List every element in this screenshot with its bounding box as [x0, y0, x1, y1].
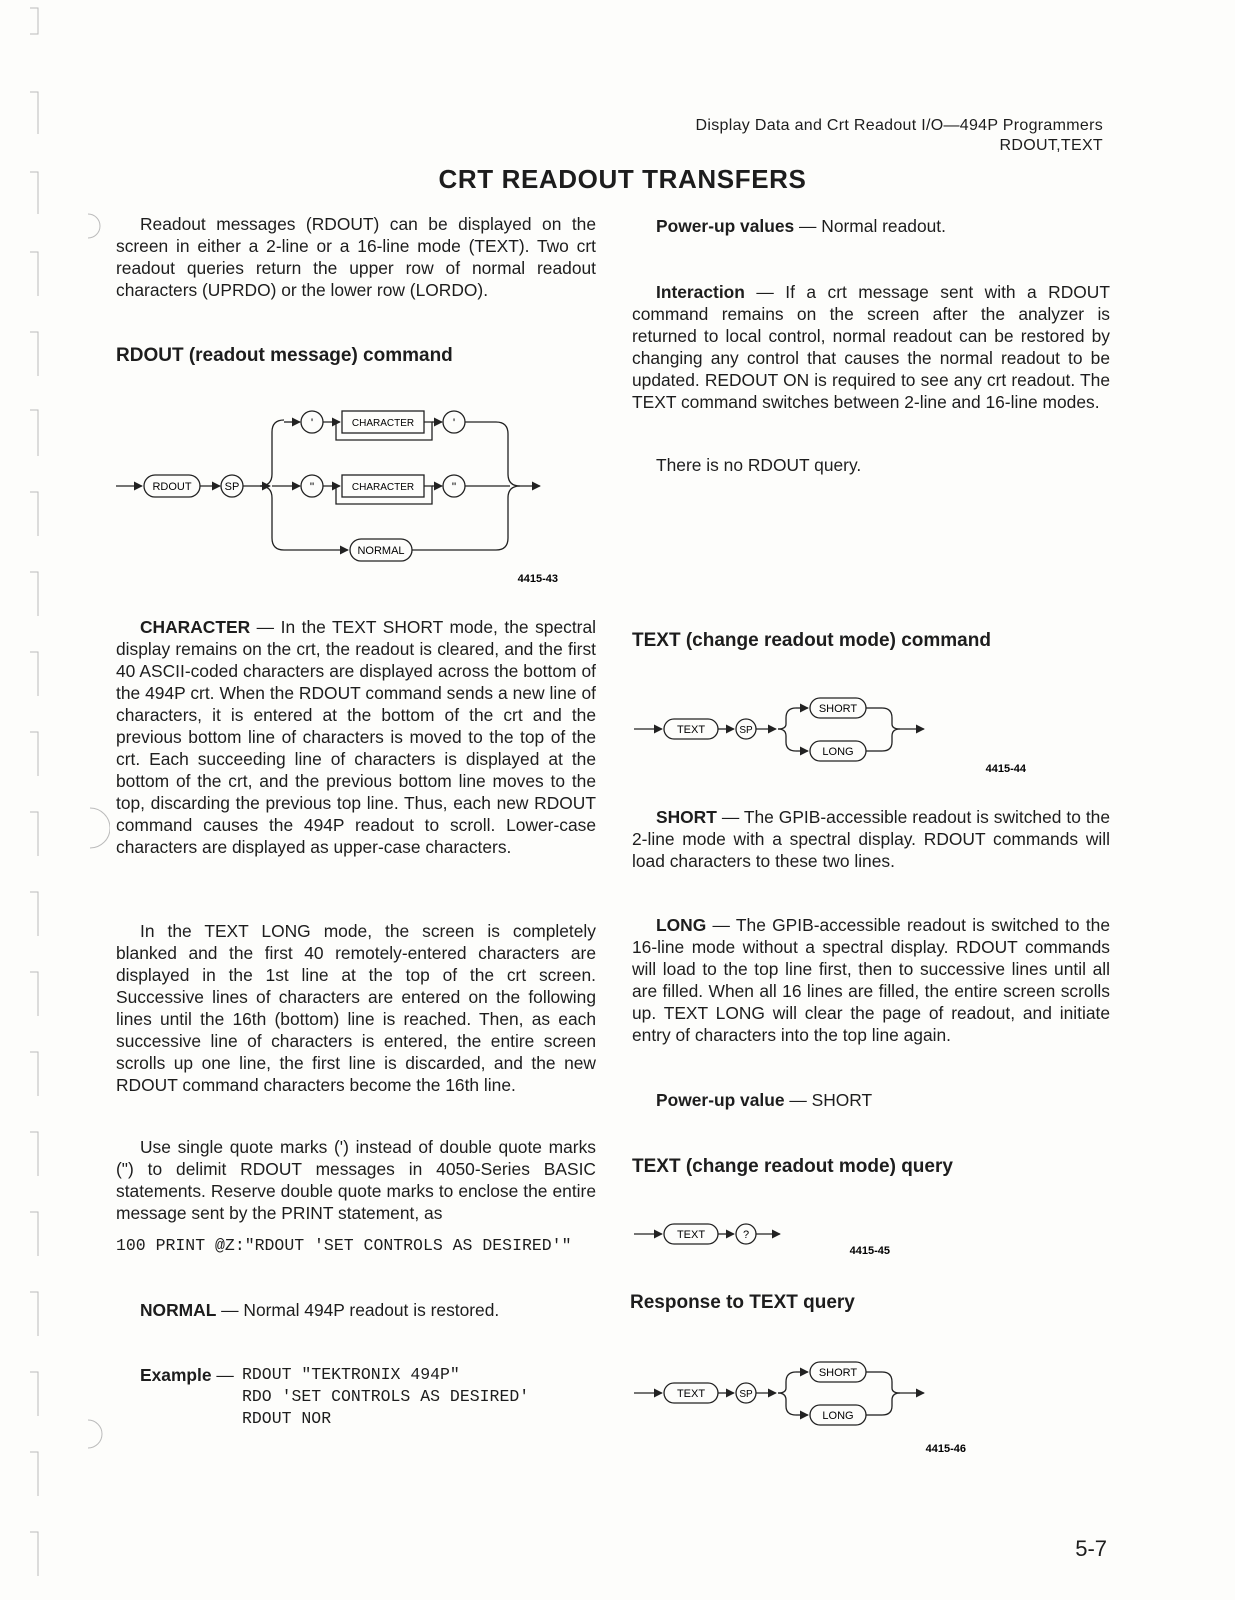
single-quote-open-label: ': [310, 416, 314, 430]
text-command-syntax-diagram: [630, 688, 1050, 780]
power-up-values-term: Power-up values: [656, 216, 795, 236]
page-title: CRT READOUT TRANSFERS: [438, 164, 807, 194]
figure-number-4415-45: 4415-45: [849, 1245, 890, 1257]
sp-node-label: SP: [739, 725, 753, 736]
text-node-label: TEXT: [676, 1229, 706, 1241]
short-node-label: SHORT: [818, 1367, 858, 1379]
power-up-value-term: Power-up value: [656, 1090, 785, 1110]
binder-margin-marks: [0, 0, 110, 1600]
text-query-heading: TEXT (change readout mode) query: [632, 1156, 953, 1177]
character-term: CHARACTER: [140, 617, 251, 637]
double-quote-close-label: ": [451, 480, 457, 494]
text-node-label: TEXT: [676, 1388, 706, 1400]
text-response-syntax-diagram: [630, 1352, 1050, 1456]
sp-node-label: SP: [224, 481, 240, 493]
rdout-syntax-diagram: [110, 398, 590, 598]
page-number: 5-7: [1075, 1536, 1107, 1561]
character-label-top: CHARACTER: [351, 418, 415, 429]
short-node-label: SHORT: [818, 703, 858, 715]
figure-number-4415-43: 4415-43: [517, 573, 558, 585]
long-paragraph: LONG — The GPIB-accessible readout is switched to the 16-line mode without a spectral display. RDOUT commands will load to the top line first, then to successive lines until all are filled. When all 16 lines are filled, the entire screen scrolls up. TEXT LONG will clear the page of readout, and initiate entry of characters into the top line again.: [632, 915, 1110, 1045]
normal-node-label: NORMAL: [357, 545, 405, 557]
example-line-1: RDOUT "TEKTRONIX 494P": [242, 1365, 460, 1384]
power-up-value-paragraph: Power-up value — SHORT: [656, 1090, 873, 1110]
rdout-command-heading: RDOUT (readout message) command: [116, 345, 453, 366]
interaction-paragraph: Interaction — If a crt message sent with a RDOUT command remains on the screen after the analyzer is returned to local control, normal readout can be restored by changing any control that causes the normal readout to be updated. REDOUT ON is required to see any crt readout. The TEXT command switches between 2-line and 16-line modes.: [632, 282, 1110, 412]
text-node-label: TEXT: [676, 724, 706, 736]
no-rdout-query-paragraph: There is no RDOUT query.: [656, 455, 862, 475]
example-term: Example: [140, 1365, 212, 1385]
character-paragraph: CHARACTER — In the TEXT SHORT mode, the spectral display remains on the crt, the readout is cleared, and the first 40 ASCII-coded characters are displayed across the bottom of the 494P crt. When the RDOUT command sends a new line of characters, it is entered at the bottom of the crt and the previous bottom line of characters is moved to the top of the crt. Each succeeding line of characters is displayed at the bottom of the crt, and the previous bottom line moves to the top, discarding the previous top line. Thus, each new RDOUT command causes the 494P readout to scroll. Lower-case characters are displayed as upper-case characters.: [116, 617, 596, 857]
interaction-term: Interaction: [656, 282, 745, 302]
print-code-line: 100 PRINT @Z:"RDOUT 'SET CONTROLS AS DESIRED'": [116, 1236, 572, 1255]
header-line-1: Display Data and Crt Readout I/O—494P Programmers: [695, 117, 1103, 134]
long-term: LONG: [656, 915, 707, 935]
example-line-2: RDO 'SET CONTROLS AS DESIRED': [242, 1387, 530, 1406]
intro-paragraph: Readout messages (RDOUT) can be displayed on the screen in either a 2-line or a 16-line mode (TEXT). Two crt readout queries return the upper row of normal readout characters (UPRDO) or the lower row (LORDO).: [116, 214, 596, 300]
text-command-heading: TEXT (change readout mode) command: [632, 630, 991, 651]
text-query-syntax-diagram: [630, 1216, 910, 1264]
character-label-middle: CHARACTER: [351, 482, 415, 493]
question-node-label: ?: [742, 1229, 750, 1241]
figure-number-4415-46: 4415-46: [925, 1443, 966, 1455]
quote-marks-paragraph: Use single quote marks (') instead of double quote marks (") to delimit RDOUT messages in 4050-Series BASIC statements. Reserve double quote marks to enclose the entire message sent by the PRINT statement, as: [116, 1137, 596, 1223]
example-line-3: RDOUT NOR: [242, 1409, 332, 1428]
single-quote-close-label: ': [452, 416, 456, 430]
long-node-label: LONG: [822, 746, 854, 758]
response-heading: Response to TEXT query: [630, 1292, 855, 1313]
running-header: [696, 116, 1103, 156]
power-up-values-paragraph: Power-up values — Normal readout.: [656, 216, 946, 236]
rdout-node-label: RDOUT: [152, 481, 192, 493]
short-paragraph: SHORT — The GPIB-accessible readout is switched to the 2-line mode with a spectral display. RDOUT commands will load characters to these two lines.: [632, 807, 1110, 871]
sp-node-label: SP: [739, 1389, 753, 1400]
double-quote-open-label: ": [309, 480, 315, 494]
text-long-paragraph: In the TEXT LONG mode, the screen is completely blanked and the first 40 remotely-entered characters are displayed in the 1st line at the top of the crt screen. Successive lines of characters are entered on the following lines until the 16th (bottom) line is reached. Then, as each successive line of characters is entered, the entire screen scrolls up one line, the first line is discarded, and the new RDOUT command characters become the 16th line.: [116, 921, 596, 1095]
header-line-2: RDOUT,TEXT: [999, 137, 1103, 154]
example-block: Example —: [140, 1365, 234, 1385]
figure-number-4415-44: 4415-44: [985, 763, 1026, 775]
long-node-label: LONG: [822, 1410, 854, 1422]
short-term: SHORT: [656, 807, 717, 827]
normal-paragraph: NORMAL — Normal 494P readout is restored.: [140, 1300, 500, 1320]
normal-term: NORMAL: [140, 1300, 217, 1320]
